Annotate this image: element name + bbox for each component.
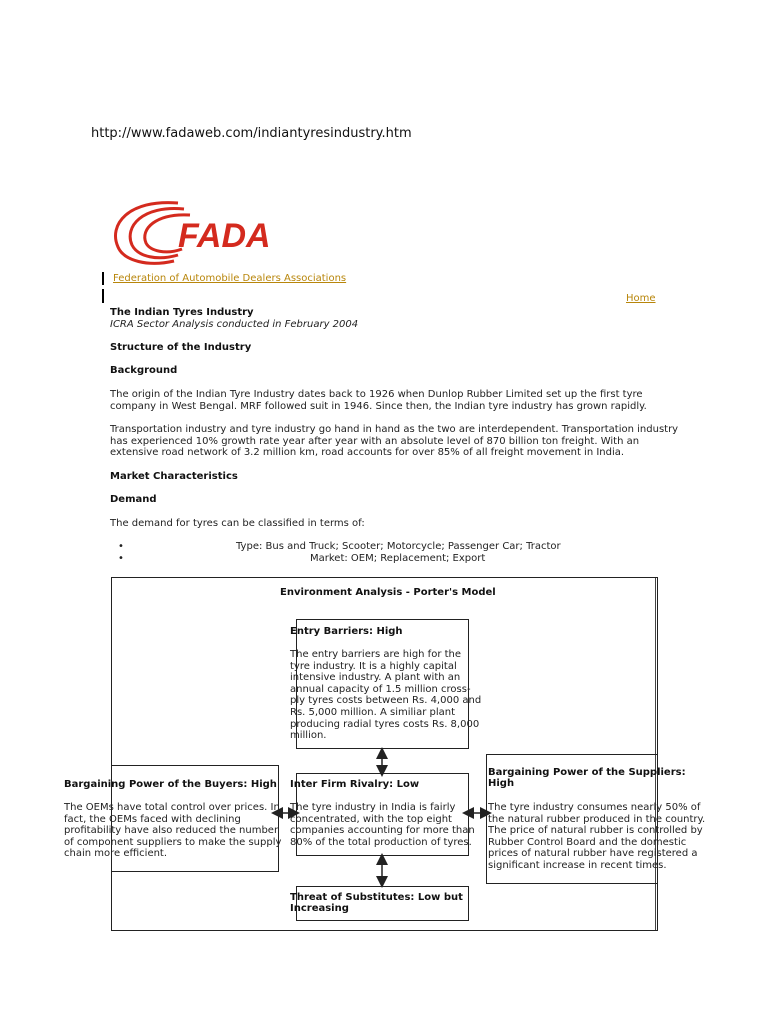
bullet-icon: • [118,553,124,564]
text-line: ply tyres costs between Rs. 4,000 and [290,695,482,707]
text-line: Increasing [290,903,349,914]
bullet-icon: • [118,541,124,552]
text-line: The OEMs have total control over prices. In [64,802,280,813]
diagram-title: Environment Analysis - Porter's Model [280,587,496,598]
list-item: Type: Bus and Truck; Scooter; Motorcycle; Passenger Car; Tractor [236,541,561,552]
text-line: the natural rubber produced in the country. [488,813,706,825]
section-heading: Demand [110,494,157,505]
section-heading: Market Characteristics [110,471,238,482]
text-line: prices of natural rubber have registered a [488,848,698,860]
text-line: companies accounting for more than [290,825,475,837]
text-line: The entry barriers are high for the [290,649,462,660]
text-line: Rubber Control Board and the domestic [488,836,687,848]
entry-barriers-text [290,649,481,742]
list-item: Market: OEM; Replacement; Export [310,553,486,564]
nav-divider [102,289,104,303]
text-line: chain more efficient. [64,848,168,860]
paragraph-line: The origin of the Indian Tyre Industry dates back to 1926 when Dunlop Rubber Limited set up the first tyre [110,389,643,400]
rivalry-text [290,802,475,848]
article-subtitle: ICRA Sector Analysis conducted in February 2004 [110,319,359,330]
text-line: fact, the OEMs faced with declining [64,813,241,825]
federation-link[interactable]: Federation of Automobile Dealers Associations [113,273,347,284]
suppliers-title [488,767,686,789]
paragraph-line: extensive road network of 3.2 million km, road accounts for over 85% of all freight movement in India. [110,447,625,458]
buyers-text [64,802,281,860]
nav-divider [102,272,104,285]
paragraph-line: The demand for tyres can be classified in terms of: [110,518,365,529]
text-line: concentrated, with the top eight [290,813,452,825]
substitutes-title [290,892,463,914]
article-title: The Indian Tyres Industry [110,307,254,318]
section-heading: Structure of the Industry [110,342,252,353]
text-line: annual capacity of 1.5 million cross- [290,683,471,695]
text-line: 80% of the total production of tyres. [290,836,472,848]
text-line: The tyre industry consumes nearly 50% of [488,802,701,813]
text-line: of component suppliers to make the supply [64,836,282,848]
text-line: The tyre industry in India is fairly [290,802,456,813]
text-line: significant increase in recent times. [488,859,667,871]
home-link[interactable]: Home [626,293,656,304]
logo-swoosh-1 [116,203,179,264]
logo-text: FADA [178,217,271,255]
fada-logo [108,195,298,267]
text-line: The price of natural rubber is controlled by [488,825,703,837]
text-line: High [488,778,515,789]
paragraph-line: Transportation industry and tyre industry go hand in hand as the two are interdependent. Transportation industry [110,424,679,435]
entry-barriers-title: Entry Barriers: High [290,626,403,637]
source-url: http://www.fadaweb.com/indiantyresindustry.htm [91,126,412,141]
suppliers-text [488,802,705,872]
text-line: Bargaining Power of the Suppliers: [488,767,686,778]
text-line: Threat of Substitutes: Low but [290,892,463,903]
section-heading: Background [110,365,178,376]
rivalry-title: Inter Firm Rivalry: Low [290,779,420,790]
paragraph-line: company in West Bengal. MRF followed suit in 1946. Since then, the Indian tyre industry has grown rapidly. [110,401,647,412]
text-line: profitability have also reduced the number [64,825,279,837]
text-line: tyre industry. It is a highly capital [290,660,457,672]
text-line: producing radial tyres costs Rs. 8,000 [290,718,480,730]
text-line: million. [290,730,327,742]
paragraph-line: has experienced 10% growth rate year after year with an absolute level of 870 billion ton freight. With an [110,436,640,447]
text-line: intensive industry. A plant with an [290,672,461,684]
text-line: Rs. 5,000 million. A similiar plant [290,706,456,718]
buyers-title: Bargaining Power of the Buyers: High [64,779,277,790]
